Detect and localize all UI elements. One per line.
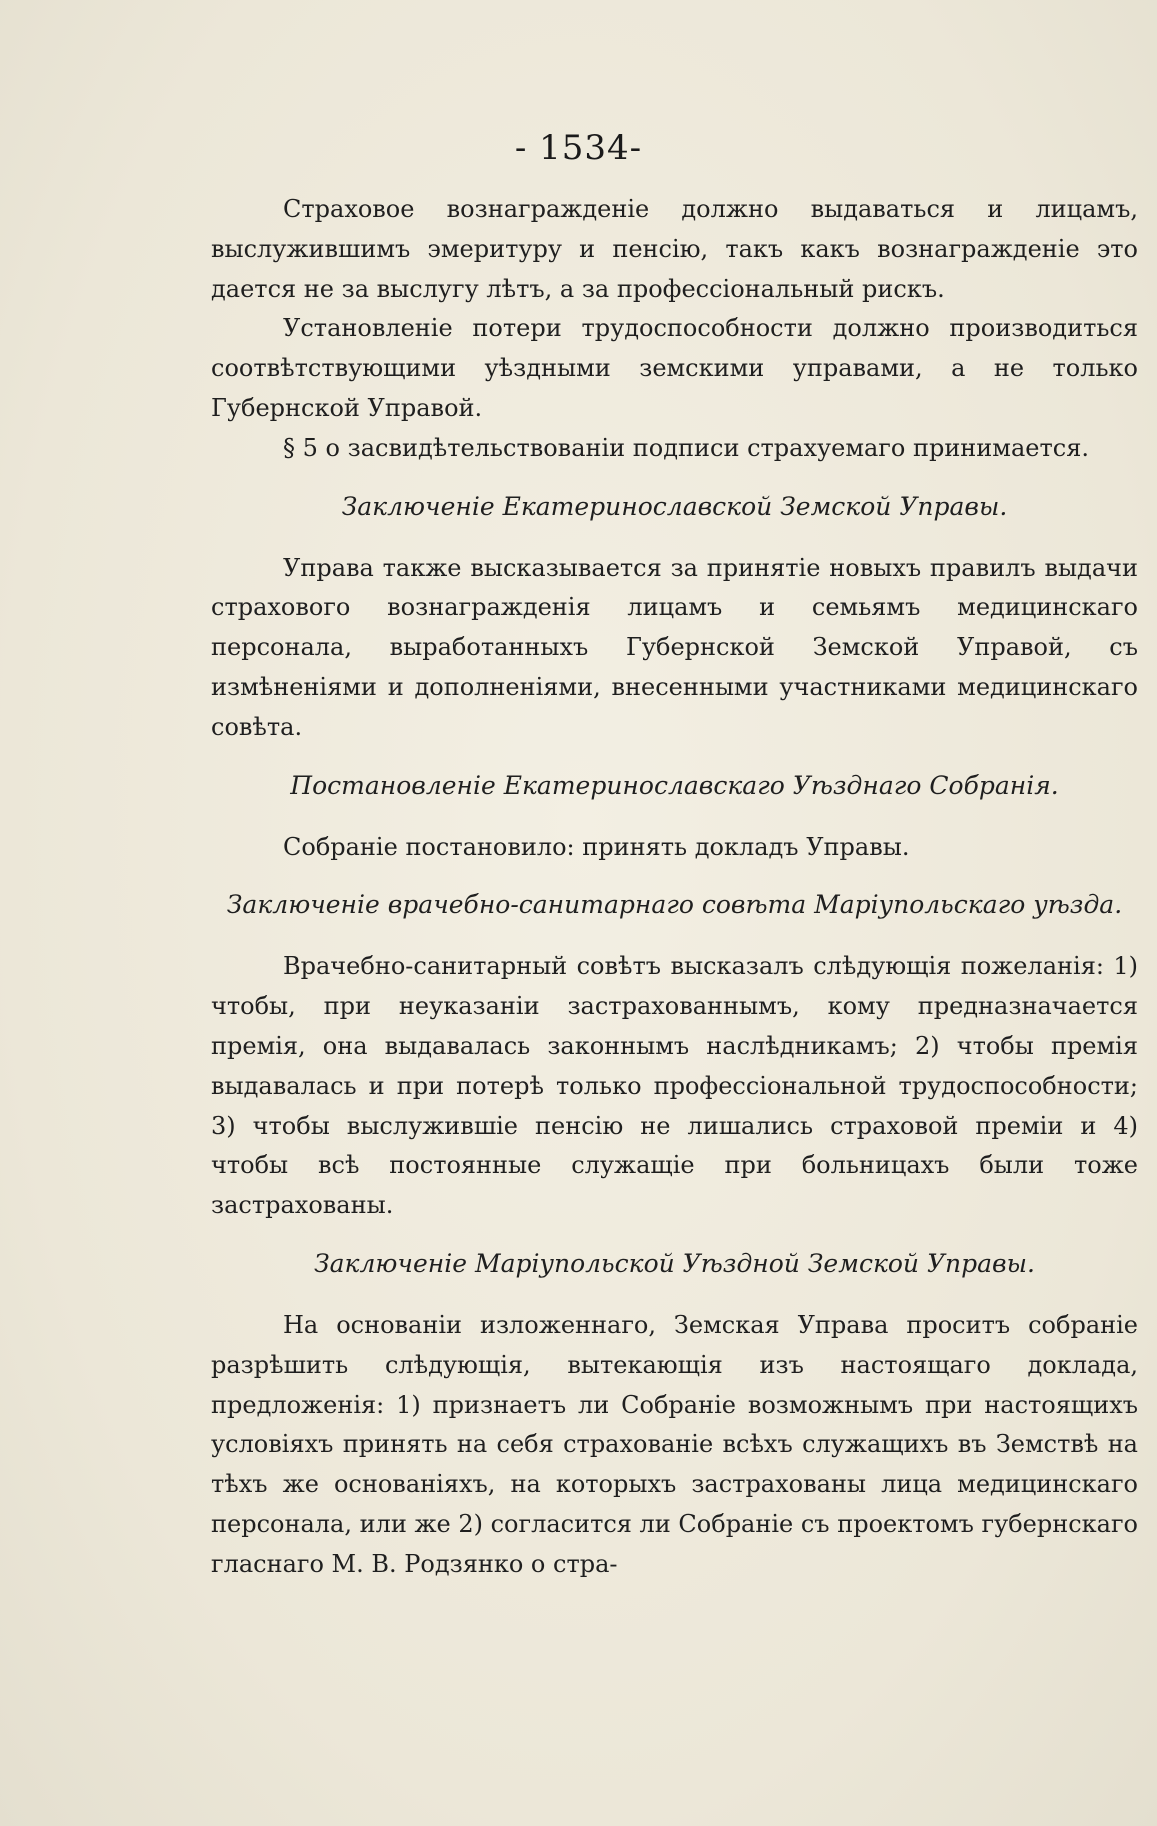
paragraph-5: Собраніе постановило: принять докладъ Управы. [283, 832, 910, 861]
section-heading-1: Заключеніе Екатеринославской Земской Управы. [341, 491, 1008, 521]
paragraph-2: Установленіе потери трудоспособности должно производиться соотвѣтствующими уѣздными земскими управами, а не только Губернской Управой. [211, 314, 1138, 422]
document-body [211, 190, 1138, 1585]
paragraph-6: Врачебно-санитарный совѣтъ высказалъ слѣдующія пожеланія: 1) чтобы, при неуказаніи застрахованнымъ, кому предназначается премія, она выдавалась законнымъ наслѣдникамъ; 2) чтобы премія выдавалась и при потерѣ только профессіональной трудоспособности; 3) чтобы выслужившіе пенсію не лишались страховой преміи и 4) чтобы всѣ постоянные служащіе при больницахъ были тоже застрахованы. [211, 952, 1138, 1220]
section-heading-2: Постановленіе Екатеринославскаго Уѣзднаго Собранія. [290, 770, 1059, 800]
section-heading-3: Заключеніе врачебно-санитарнаго совѣта Маріупольскаго уѣзда. [226, 890, 1123, 920]
paragraph-7: На основаніи изложеннаго, Земская Управа проситъ собраніе разрѣшить слѣдующія, вытекающія изъ настоящаго доклада, предложенія: 1) признаетъ ли Собраніе возможнымъ при настоящихъ условіяхъ принять на себя страхованіе всѣхъ служащихъ въ Земствѣ на тѣхъ же основаніяхъ, на которыхъ застрахованы лица медицинскаго персонала, или же 2) согласится ли Собраніе съ проектомъ губернскаго гласнаго М. В. Родзянко о стра- [211, 1310, 1138, 1578]
page-number: - 1534- [514, 128, 643, 168]
section-heading-4: Заключеніе Маріупольской Уѣздной Земской Управы. [314, 1248, 1035, 1278]
paragraph-4: Управа также высказывается за принятіе новыхъ правилъ выдачи страхового вознагражденія лицамъ и семьямъ медицинскаго персонала, выработанныхъ Губернской Земской Управой, съ измѣненіями и дополненіями, внесенными участниками медицинскаго совѣта. [211, 553, 1138, 741]
paragraph-3: § 5 о засвидѣтельствованіи подписи страхуемаго принимается. [283, 433, 1089, 462]
paragraph-1: Страховое вознагражденіе должно выдаваться и лицамъ, выслужившимъ эмеритуру и пенсію, такъ какъ вознагражденіе это дается не за выслугу лѣтъ, а за профессіональный рискъ. [211, 195, 1138, 303]
